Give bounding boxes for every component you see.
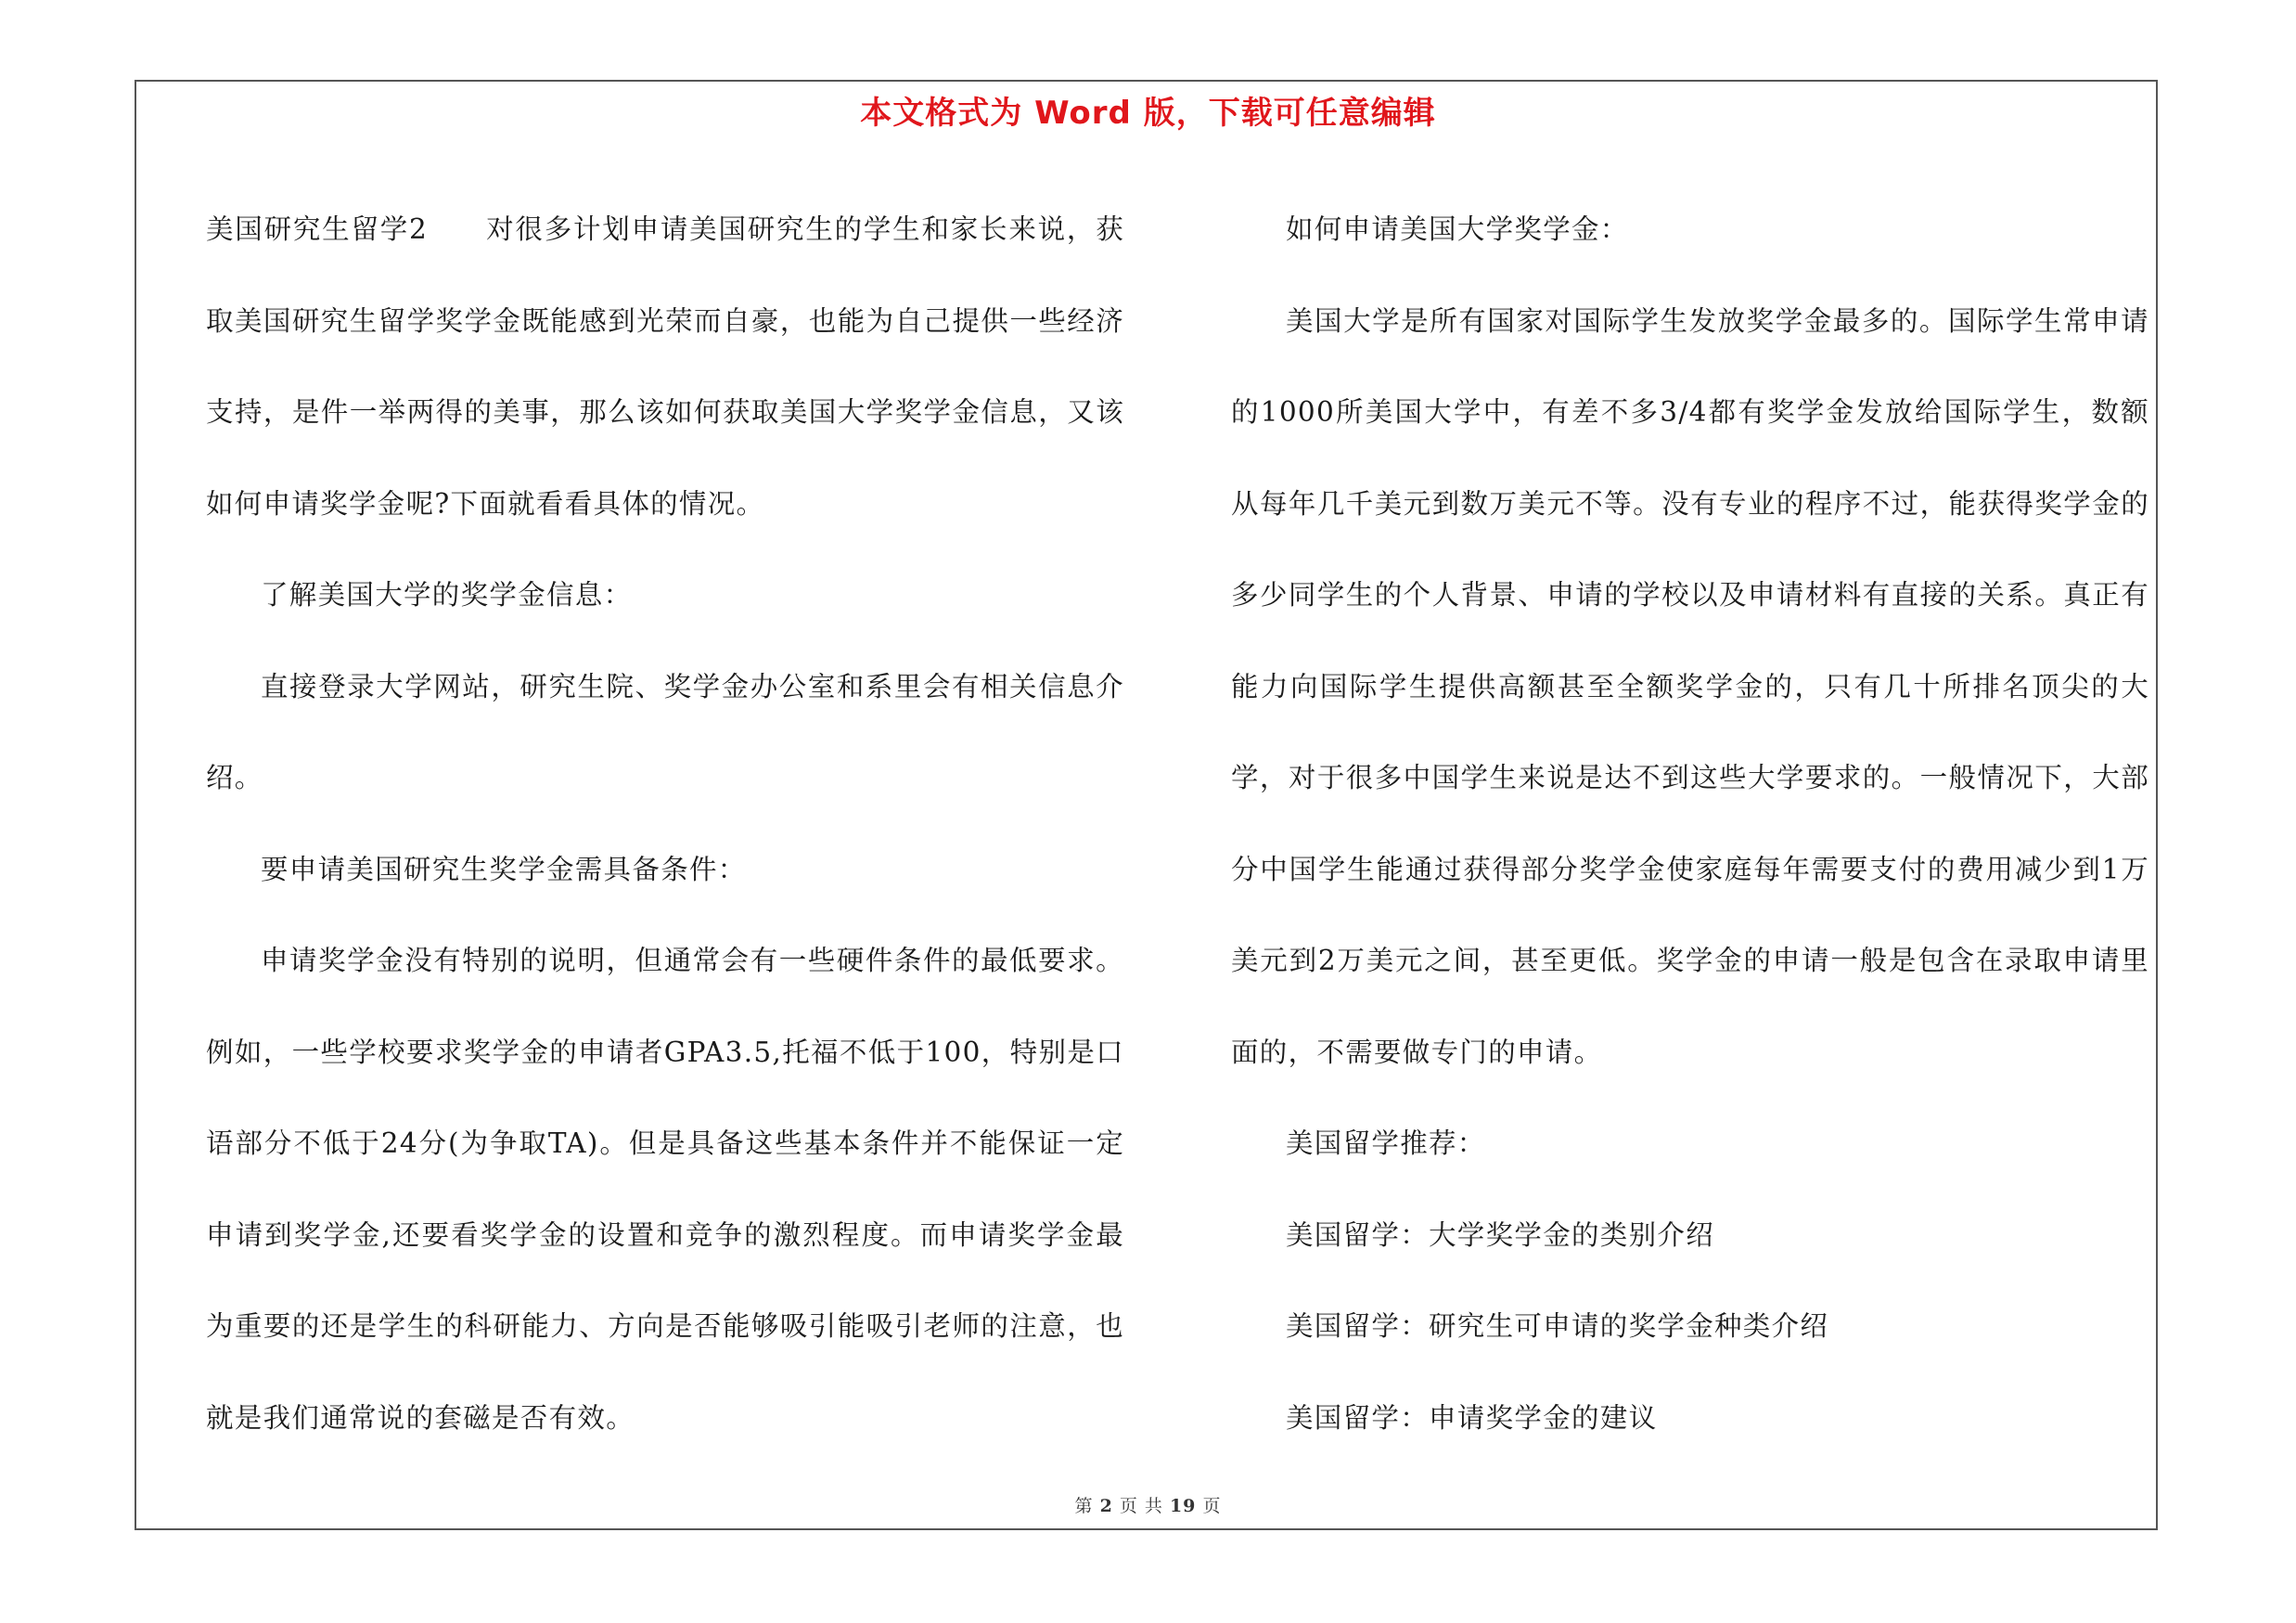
apply-paragraph: 美国大学是所有国家对国际学生发放奖学金最多的。国际学生常申请的1000所美国大学中，有差不多3/4都有奖学金发放给国际学生，数额从每年几千美元到数万美元不等。没有专业的程序不过，能获得奖学金的多少同学生的个人背景、申请的学校以及申请材料有直接的关系。真正有能力向国际学生提供高额甚至全额奖学金的，只有几十所排名顶尖的大学，对于很多中国学生来说是达不到这些大学要求的。一般情况下，大部分中国学生能通过获得部分奖学金使家庭每年需要支付的费用减少到1万美元到2万美元之间，甚至更低。奖学金的申请一般是包含在录取申请里面的，不需要做专门的申请。: [1231, 304, 2149, 1068]
left-column: [206, 184, 1124, 1463]
related-link-2[interactable]: 美国留学：研究生可申请的奖学金种类介绍: [1286, 1310, 1829, 1342]
scholarship-info-heading: 了解美国大学的奖学金信息：: [261, 579, 633, 611]
current-page-number: 2: [1099, 1496, 1113, 1516]
footer-middle: 页 共: [1119, 1496, 1163, 1516]
conditions-heading: 要申请美国研究生奖学金需具备条件：: [261, 853, 747, 885]
scholarship-info-paragraph: 直接登录大学网站，研究生院、奖学金办公室和系里会有相关信息介绍。: [206, 670, 1124, 793]
recommend-heading: 美国留学推荐：: [1286, 1127, 1486, 1159]
right-column: [1231, 184, 2149, 1463]
conditions-paragraph: 申请奖学金没有特别的说明，但通常会有一些硬件条件的最低要求。例如，一些学校要求奖学金的申请者GPA3.5,托福不低于100，特别是口语部分不低于24分(为争取TA)。但是具备这些基本条件并不能保证一定申请到奖学金,还要看奖学金的设置和竞争的激烈程度。而申请奖学金最为重要的还是学生的科研能力、方向是否能够吸引能吸引老师的注意，也就是我们通常说的套磁是否有效。: [206, 945, 1124, 1434]
related-link-1[interactable]: 美国留学：大学奖学金的类别介绍: [1286, 1218, 1715, 1251]
format-notice: 本文格式为 Word 版，下载可任意编辑: [860, 95, 1436, 132]
footer-prefix: 第: [1074, 1496, 1094, 1516]
page-number-footer: [0, 1492, 2296, 1517]
intro-paragraph: 美国研究生留学2 对很多计划申请美国研究生的学生和家长来说，获取美国研究生留学奖学金既能感到光荣而自豪，也能为自己提供一些经济支持，是件一举两得的美事，那么该如何获取美国大学奖学金信息，又该如何申请奖学金呢?下面就看看具体的情况。: [206, 213, 1124, 520]
related-link-3[interactable]: 美国留学：申请奖学金的建议: [1286, 1401, 1658, 1434]
total-page-count: 19: [1169, 1496, 1197, 1516]
footer-suffix: 页: [1202, 1496, 1222, 1516]
apply-heading: 如何申请美国大学奖学金：: [1286, 213, 1629, 245]
